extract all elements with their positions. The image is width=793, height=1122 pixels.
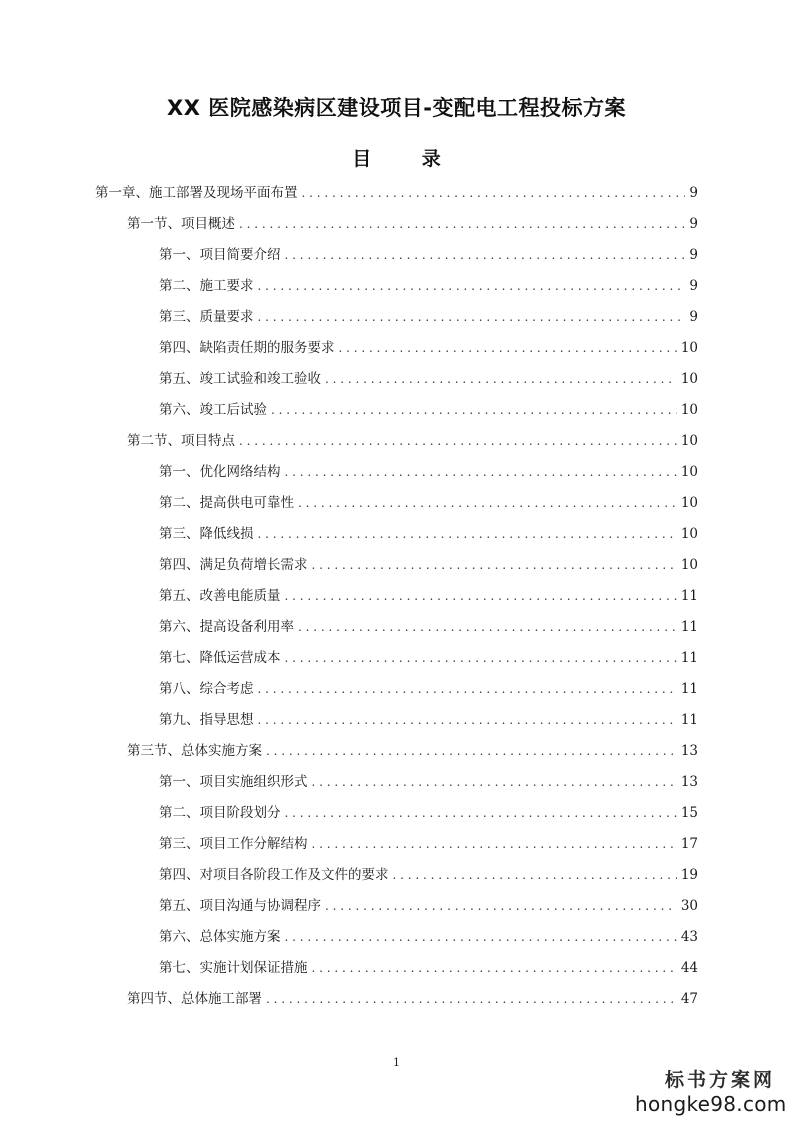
toc-entry-label: 第五、改善电能质量	[159, 588, 281, 604]
toc-entry-label: 第三、项目工作分解结构	[159, 836, 308, 852]
toc-dot-leader	[258, 271, 686, 302]
toc-entry[interactable]	[159, 798, 698, 829]
toc-entry[interactable]	[159, 922, 698, 953]
toc-dot-leader	[271, 395, 677, 426]
toc-dot-leader	[266, 984, 677, 1015]
toc-entry-page: 11	[680, 712, 698, 728]
toc-dot-leader	[325, 364, 677, 395]
toc-dot-leader	[312, 953, 677, 984]
toc-dot-leader	[339, 333, 677, 364]
document-title: XX 医院感染病区建设项目-变配电工程投标方案	[167, 96, 626, 120]
toc-dot-leader	[312, 829, 677, 860]
toc-entry[interactable]	[127, 426, 698, 457]
toc-entry-page: 9	[689, 309, 698, 325]
toc-dot-leader	[285, 643, 677, 674]
toc-entry-label: 第二、施工要求	[159, 278, 254, 294]
toc-entry[interactable]	[159, 395, 698, 426]
toc-dot-leader	[285, 457, 677, 488]
toc-entry-label: 第二节、项目特点	[127, 433, 235, 449]
toc-entry-label: 第八、综合考虑	[159, 681, 254, 697]
toc-dot-leader	[298, 488, 677, 519]
toc-dot-leader	[285, 240, 686, 271]
toc-entry[interactable]	[159, 581, 698, 612]
watermark-brand-text: 标书方案网	[664, 1069, 775, 1091]
toc-entry-label: 第二、提高供电可靠性	[159, 495, 294, 511]
toc-entry[interactable]	[159, 829, 698, 860]
toc-entry[interactable]	[127, 209, 698, 240]
toc-entry-page: 43	[680, 929, 698, 945]
toc-entry-label: 第九、指导思想	[159, 712, 254, 728]
toc-entry[interactable]	[159, 643, 698, 674]
toc-entry-page: 13	[680, 743, 698, 759]
toc-entry-page: 11	[680, 650, 698, 666]
toc-dot-leader	[285, 581, 677, 612]
toc-entry-label: 第三、质量要求	[159, 309, 254, 325]
toc-entry-page: 10	[680, 340, 698, 356]
toc-dot-leader	[258, 302, 686, 333]
toc-entry[interactable]	[159, 302, 698, 333]
toc-entry-label: 第六、提高设备利用率	[159, 619, 294, 635]
toc-entry-page: 30	[680, 898, 698, 914]
toc-entry[interactable]	[127, 736, 698, 767]
toc-dot-leader	[325, 891, 677, 922]
toc-entry[interactable]	[127, 984, 698, 1015]
toc-entry-label: 第一节、项目概述	[127, 216, 235, 232]
toc-dot-leader	[312, 550, 677, 581]
toc-entry-label: 第一、项目简要介绍	[159, 247, 281, 263]
toc-heading: 目 录	[352, 148, 463, 170]
toc-dot-leader	[393, 860, 677, 891]
toc-entry[interactable]	[95, 178, 698, 209]
toc-entry-label: 第六、竣工后试验	[159, 402, 267, 418]
toc-entry-page: 44	[680, 960, 698, 976]
toc-entry[interactable]	[159, 705, 698, 736]
toc-entry-page: 9	[689, 216, 698, 232]
toc-entry[interactable]	[159, 953, 698, 984]
toc-dot-leader	[258, 705, 677, 736]
toc-entry[interactable]	[159, 674, 698, 705]
toc-entry-page: 11	[680, 588, 698, 604]
toc-entry-label: 第四、满足负荷增长需求	[159, 557, 308, 573]
toc-entry-label: 第三节、总体实施方案	[127, 743, 262, 759]
toc-entry-page: 13	[680, 774, 698, 790]
toc-entry[interactable]	[159, 891, 698, 922]
toc-entry[interactable]	[159, 767, 698, 798]
toc-entry[interactable]	[159, 364, 698, 395]
toc-entry-page: 15	[680, 805, 698, 821]
toc-entry-label: 第三、降低线损	[159, 526, 254, 542]
toc-dot-leader	[298, 612, 677, 643]
toc-dot-leader	[302, 178, 686, 209]
toc-entry-page: 10	[680, 464, 698, 480]
toc-entry-page: 17	[680, 836, 698, 852]
toc-entry-label: 第一、项目实施组织形式	[159, 774, 308, 790]
toc-entry-label: 第四节、总体施工部署	[127, 991, 262, 1007]
toc-dot-leader	[285, 798, 677, 829]
toc-entry-label: 第一章、施工部署及现场平面布置	[95, 185, 298, 201]
toc-entry-label: 第五、项目沟通与协调程序	[159, 898, 321, 914]
toc-entry-label: 第七、降低运营成本	[159, 650, 281, 666]
toc-entry-page: 11	[680, 681, 698, 697]
toc-entry-label: 第一、优化网络结构	[159, 464, 281, 480]
toc-dot-leader	[266, 736, 677, 767]
toc-entry-label: 第四、对项目各阶段工作及文件的要求	[159, 867, 389, 883]
toc-entry[interactable]	[159, 271, 698, 302]
toc-entry[interactable]	[159, 550, 698, 581]
toc-entry-page: 10	[680, 433, 698, 449]
toc-entry-page: 10	[680, 495, 698, 511]
watermark-logo	[635, 1068, 787, 1116]
toc-dot-leader	[258, 519, 677, 550]
toc-entry-label: 第四、缺陷责任期的服务要求	[159, 340, 335, 356]
toc-entry-page: 10	[680, 371, 698, 387]
page-number: 1	[393, 1056, 400, 1069]
toc-entry[interactable]	[159, 488, 698, 519]
toc-entry[interactable]	[159, 519, 698, 550]
toc-entry[interactable]	[159, 333, 698, 364]
toc-entry-page: 9	[689, 185, 698, 201]
toc-dot-leader	[312, 767, 677, 798]
toc-entry-page: 10	[680, 557, 698, 573]
toc-entry-label: 第六、总体实施方案	[159, 929, 281, 945]
toc-dot-leader	[239, 426, 677, 457]
toc-entry-page: 9	[689, 247, 698, 263]
toc-entry[interactable]	[159, 240, 698, 271]
toc-dot-leader	[239, 209, 685, 240]
toc-entry-label: 第七、实施计划保证措施	[159, 960, 308, 976]
toc-entry-label: 第二、项目阶段划分	[159, 805, 281, 821]
toc-entry-page: 10	[680, 402, 698, 418]
toc-entry-page: 47	[680, 991, 698, 1007]
toc-dot-leader	[258, 674, 677, 705]
watermark-url-text: hongke98.com	[635, 1092, 787, 1116]
toc-entry[interactable]	[159, 457, 698, 488]
toc-entry-page: 9	[689, 278, 698, 294]
toc-entry-page: 19	[680, 867, 698, 883]
toc-entry-page: 11	[680, 619, 698, 635]
toc-entry-label: 第五、竣工试验和竣工验收	[159, 371, 321, 387]
toc-entry[interactable]	[159, 612, 698, 643]
toc-dot-leader	[285, 922, 677, 953]
toc-entry[interactable]	[159, 860, 698, 891]
toc-entry-page: 10	[680, 526, 698, 542]
